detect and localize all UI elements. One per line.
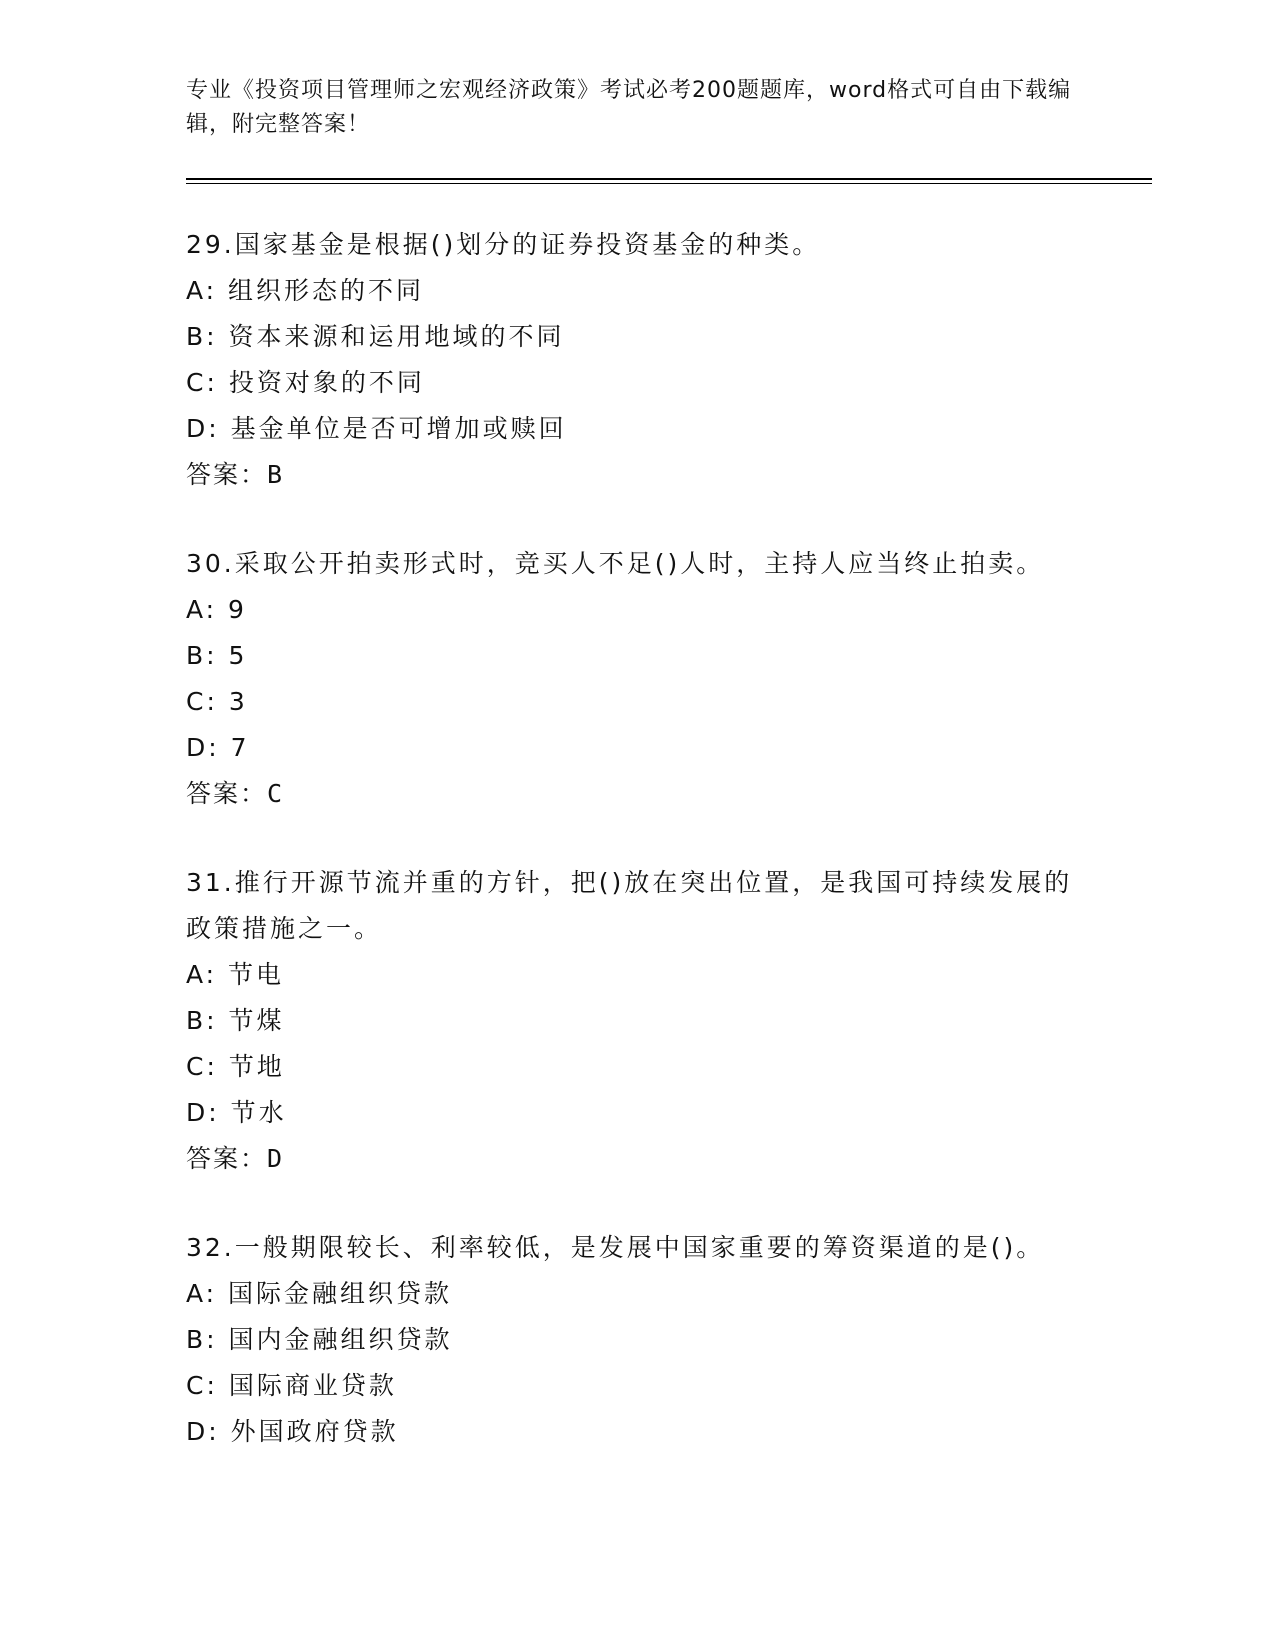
option-b: B: 资本来源和运用地域的不同	[186, 322, 565, 351]
question-stem: 31.推行开源节流并重的方针，把()放在突出位置，是我国可持续发展的政策措施之一。	[186, 868, 1073, 943]
answer-value: C	[267, 779, 285, 808]
question-stem: 32.一般期限较长、利率较低，是发展中国家重要的筹资渠道的是()。	[186, 1233, 1045, 1262]
option-d: D: 7	[186, 733, 250, 762]
answer-value: D	[267, 1144, 285, 1173]
option-b: B: 5	[186, 641, 248, 670]
question-block	[186, 860, 1086, 1182]
option-c: C: 3	[186, 687, 248, 716]
option-d: D: 节水	[186, 1098, 287, 1127]
option-c: C: 国际商业贷款	[186, 1371, 397, 1400]
option-b: B: 节煤	[186, 1006, 285, 1035]
answer-line	[186, 771, 1086, 817]
option-a: A: 国际金融组织贷款	[186, 1279, 453, 1308]
answer-label: 答案：	[186, 1144, 268, 1173]
option-a: A: 9	[186, 595, 247, 624]
question-block	[186, 541, 1086, 817]
option-c: C: 节地	[186, 1052, 285, 1081]
option-a: A: 节电	[186, 960, 285, 989]
option-b: B: 国内金融组织贷款	[186, 1325, 453, 1354]
answer-label: 答案：	[186, 779, 268, 808]
question-block	[186, 222, 1086, 498]
question-stem: 29.国家基金是根据()划分的证券投资基金的种类。	[186, 230, 821, 259]
header-divider-thin	[186, 183, 1152, 184]
document-intro: 专业《投资项目管理师之宏观经济政策》考试必考200题题库，word格式可自由下载编辑，附完整答案！	[186, 78, 1072, 137]
question-stem: 30.采取公开拍卖形式时，竞买人不足()人时，主持人应当终止拍卖。	[186, 549, 1045, 578]
option-d: D: 外国政府贷款	[186, 1417, 399, 1446]
question-block	[186, 1225, 1086, 1455]
answer-value: B	[267, 460, 285, 489]
answer-line	[186, 452, 1086, 498]
answer-line	[186, 1136, 1086, 1182]
header-divider-thick	[186, 178, 1152, 180]
option-c: C: 投资对象的不同	[186, 368, 425, 397]
option-d: D: 基金单位是否可增加或赎回	[186, 414, 567, 443]
answer-label: 答案：	[186, 460, 268, 489]
option-a: A: 组织形态的不同	[186, 276, 425, 305]
